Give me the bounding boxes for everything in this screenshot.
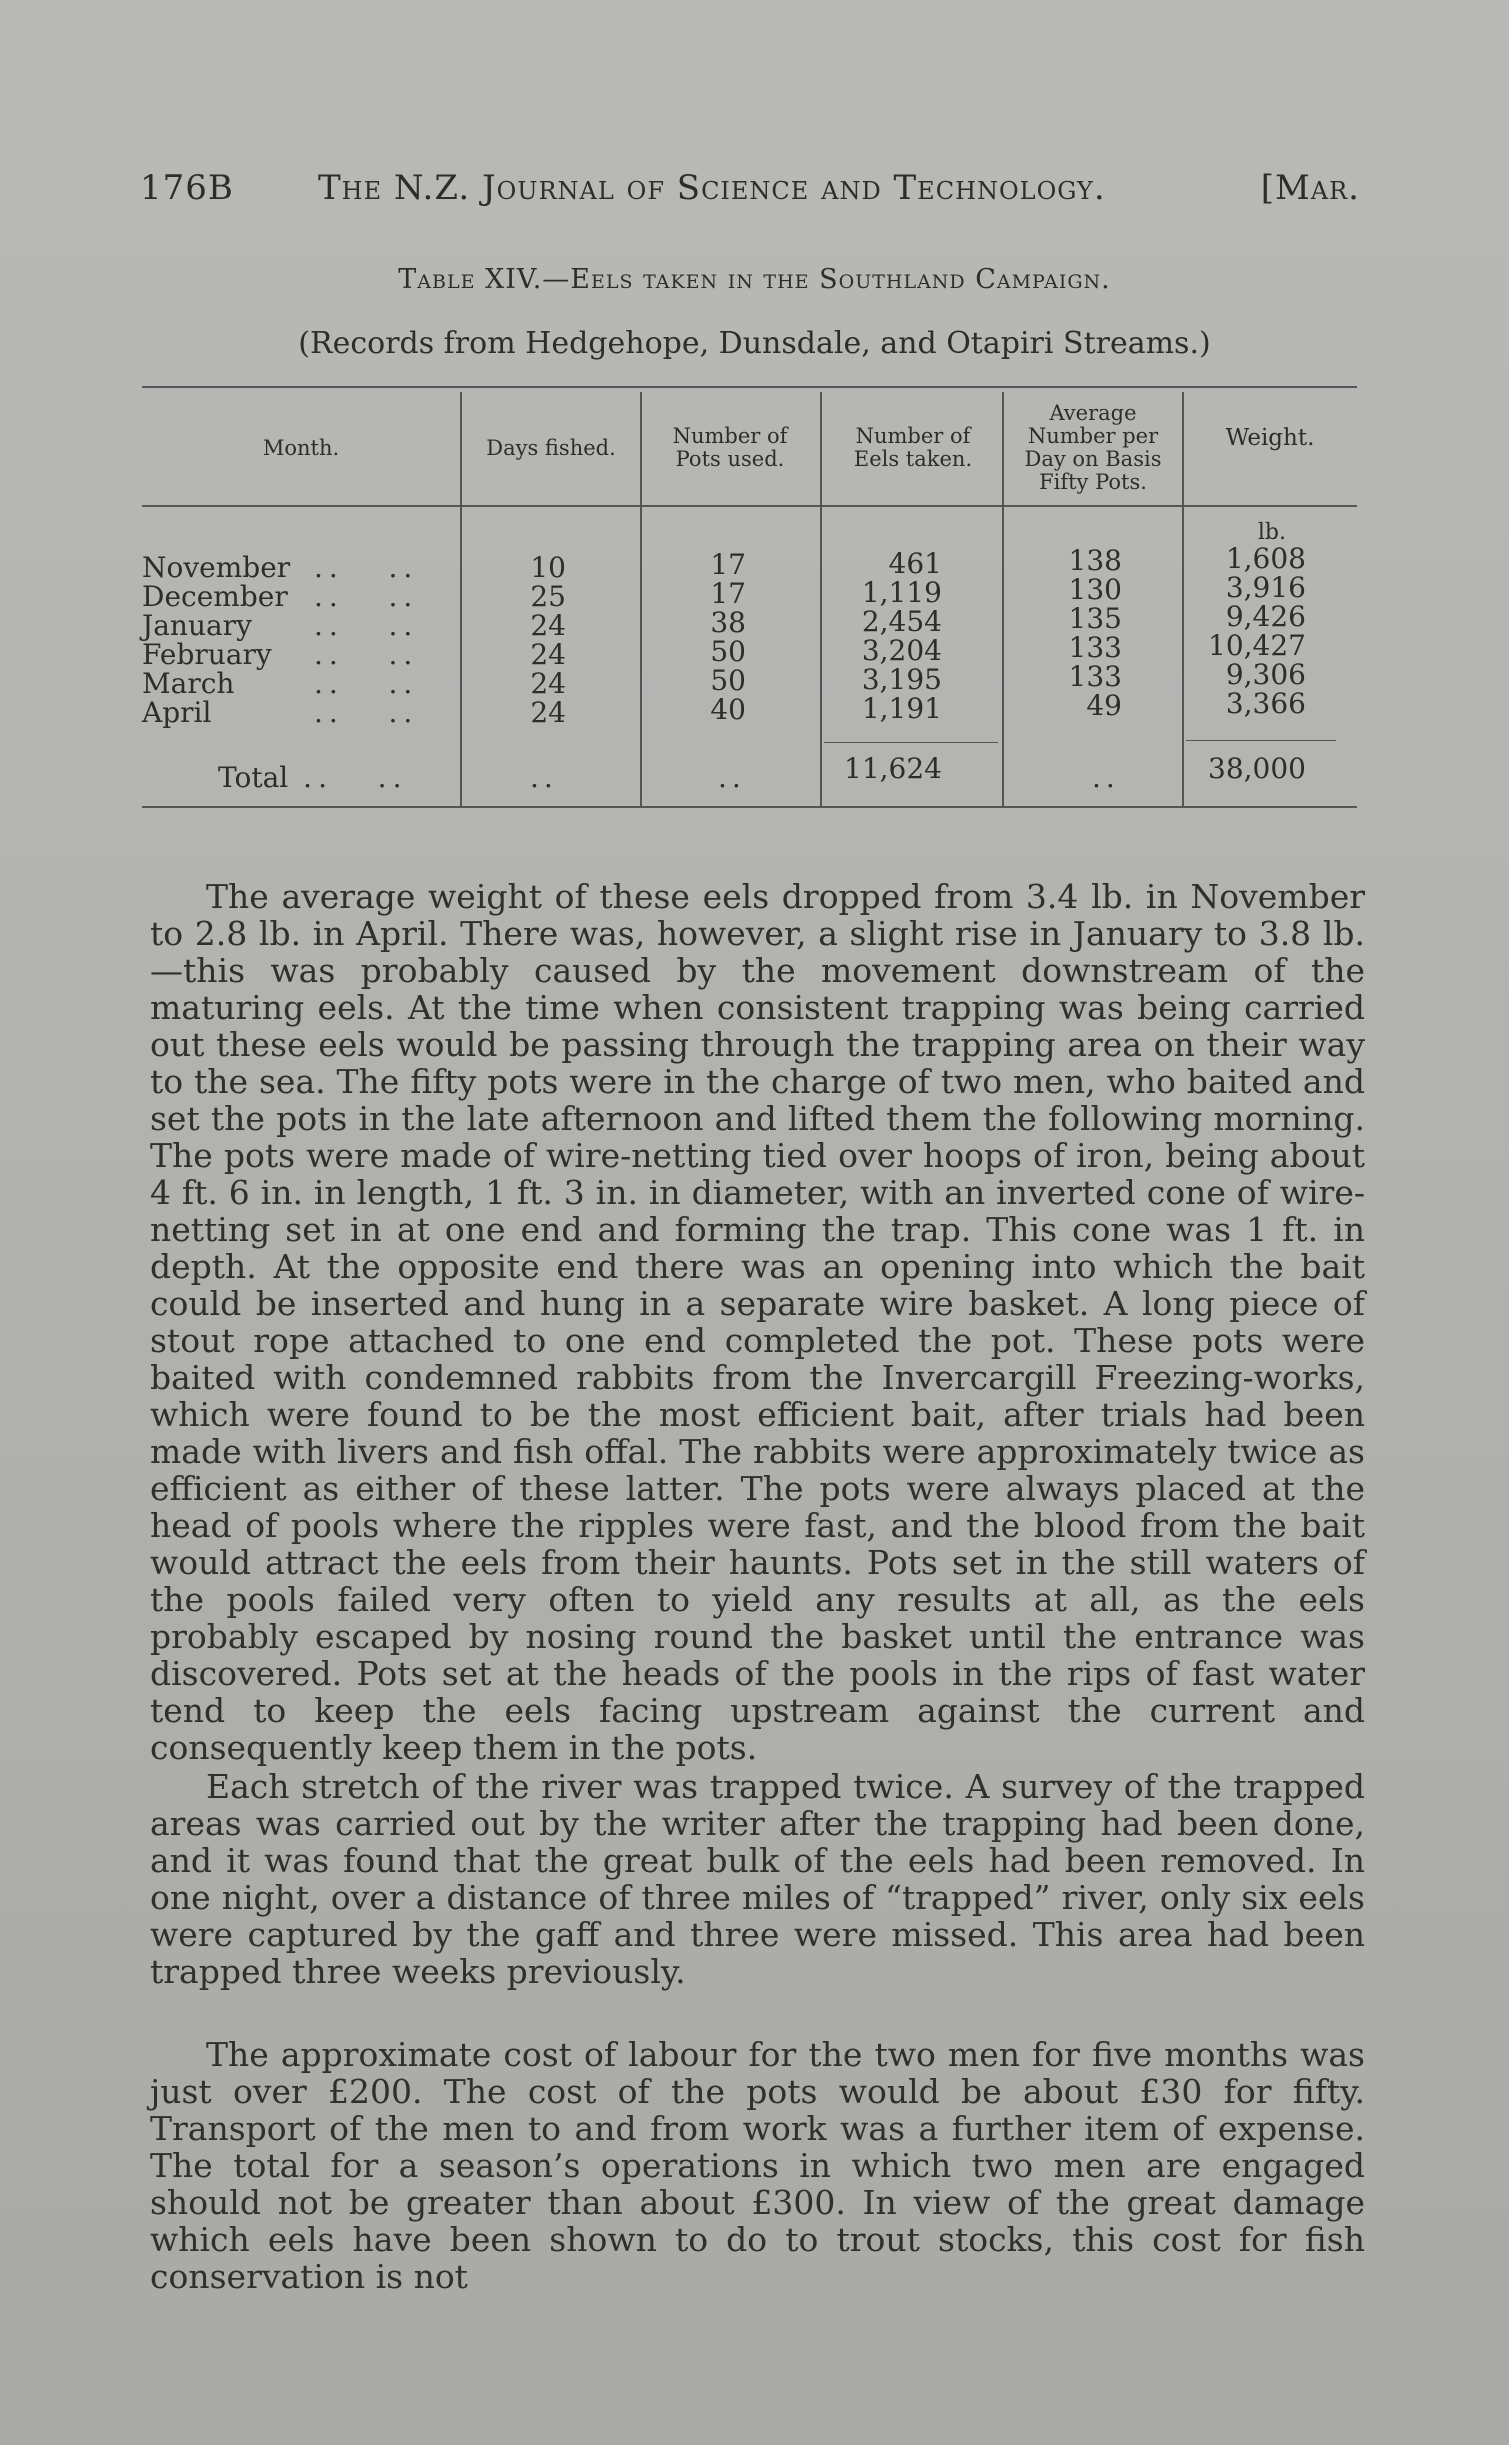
weight-cell: 9,306	[1225, 658, 1306, 691]
paragraph	[150, 878, 1365, 1766]
days-cell: 10	[530, 551, 566, 584]
header-month: Month.	[262, 435, 340, 460]
eels-cell: 461	[888, 547, 942, 580]
header-weight: Weight.	[1225, 424, 1315, 451]
pots-cell: 17	[710, 548, 746, 581]
weight-unit: lb.	[1257, 520, 1286, 545]
pots-cell: 38	[710, 606, 746, 639]
journal-title: The N.Z. Journal of Science and Technology.	[318, 168, 1106, 208]
table-header-rule	[142, 505, 1357, 507]
table-bottom-rule	[142, 806, 1357, 808]
paragraph-text: The approximate cost of labour for the two men for five months was just over £200. The cost of the pots would be about £30 for fifty. Transport of the men to and from work was a further item of expense. The total for a season’s operations in which two men are engaged should not be greater than about £300. In view of the great damage which eels have been shown to do to trout stocks, this cost for fish conservation is not	[150, 2035, 1365, 2296]
days-cell: 24	[530, 638, 566, 671]
weight-cell: 3,366	[1225, 687, 1306, 720]
avg-cell: 133	[1068, 660, 1122, 693]
pots-cell: 40	[710, 693, 746, 726]
header-avg: Average Number per Day on Basis Fifty Pots.	[1024, 401, 1162, 494]
days-cell: 24	[530, 696, 566, 729]
header-pots: Number of Pots used.	[672, 424, 788, 471]
eels-cell: 2,454	[861, 605, 942, 638]
month-row: February .. ..	[142, 638, 419, 671]
total-pots: ..	[718, 761, 746, 794]
days-cell: 25	[530, 580, 566, 613]
month-label: April	[142, 696, 212, 729]
month-row: April .. ..	[142, 696, 419, 729]
total-days: ..	[530, 761, 558, 794]
month-label: February	[142, 638, 272, 671]
avg-cell: 138	[1068, 544, 1122, 577]
month-label: January	[142, 609, 252, 642]
month-label: December	[142, 580, 288, 613]
paragraph-text: The average weight of these eels dropped from 3.4 lb. in November to 2.8 lb. in April. There was, however, a slight rise in January to 3.8 lb.—this was probably caused by the movement downstream of the maturing eels. At the time when consistent trapping was being carried out these eels would be passing through the trapping area on their way to the sea. The fifty pots were in the charge of two men, who baited and set the pots in the late afternoon and lifted them the following morning. The pots were made of wire-netting tied over hoops of iron, being about 4 ft. 6 in. in length, 1 ft. 3 in. in diameter, with an inverted cone of wire-netting set in at one end and forming the trap. This cone was 1 ft. in depth. At the opposite end there was an opening into which the bait could be inserted and hung in a separate wire basket. A long piece of stout rope attached to one end completed the pot. These pots were baited with condemned rabbits from the Invercargill Freezing-works, which were found to be the most efficient bait, after trials had been made with livers and fish offal. The rabbits were approximately twice as efficient as either of these latter. The pots were always placed at the head of pools where the ripples were fast, and the blood from the bait would attract the eels from their haunts. Pots set in the still waters of the pools failed very often to yield any results at all, as the eels probably escaped by nosing round the basket until the entrance was discovered. Pots set at the heads of the pools in the rips of fast water tend to keep the eels facing upstream against the current and consequently keep them in the pots.	[150, 877, 1365, 1767]
avg-cell: 135	[1068, 602, 1122, 635]
avg-cell: 49	[1086, 689, 1122, 722]
weight-cell: 1,608	[1225, 542, 1306, 575]
days-column	[480, 553, 566, 727]
header-eels: Number of Eels taken.	[853, 424, 973, 471]
page-number: 176B	[140, 168, 234, 208]
month-label: November	[142, 551, 291, 584]
weight-cell: 3,916	[1225, 571, 1306, 604]
avg-cell: 130	[1068, 573, 1122, 606]
month-row: November .. ..	[142, 551, 419, 584]
total-rule-eels	[824, 742, 998, 743]
eels-cell: 1,191	[861, 692, 942, 725]
avg-cell: 133	[1068, 631, 1122, 664]
paragraph-text: Each stretch of the river was trapped twice. A survey of the trapped areas was carried out by the writer after the trapping had been done, and it was found that the great bulk of the eels had been removed. In one night, over a distance of three miles of “trapped” river, only six eels were captured by the gaff and three were missed. This area had been trapped three weeks previously.	[150, 1767, 1365, 1991]
eels-cell: 3,204	[861, 634, 942, 667]
month-row: January .. ..	[142, 609, 419, 642]
total-weight: 38,000	[1208, 752, 1306, 785]
paragraph	[150, 2036, 1365, 2295]
weight-cell: 10,427	[1208, 629, 1306, 662]
month-row: December .. ..	[142, 580, 419, 613]
total-avg: ..	[1092, 761, 1120, 794]
eels-cell: 3,195	[861, 663, 942, 696]
col-divider-3	[820, 392, 822, 806]
pots-cell: 50	[710, 664, 746, 697]
days-cell: 24	[530, 667, 566, 700]
month-column	[142, 553, 442, 727]
days-cell: 24	[530, 609, 566, 642]
running-head	[140, 168, 1360, 218]
table-top-rule	[142, 386, 1357, 388]
month-label: March	[142, 667, 235, 700]
header-days: Days fished.	[486, 435, 616, 460]
table-title: Table XIV.—Eels taken in the Southland Campaign.	[398, 264, 1111, 295]
pots-column	[660, 550, 746, 724]
eels-cell: 1,119	[861, 576, 942, 609]
table-subtitle: (Records from Hedgehope, Dunsdale, and Otapiri Streams.)	[298, 326, 1211, 361]
total-label-row: Total .. ..	[218, 761, 408, 794]
paragraph	[150, 1768, 1365, 1990]
total-rule-weight	[1186, 740, 1336, 741]
issue-month: [Mar.	[1260, 168, 1360, 208]
total-eels: 11,624	[844, 752, 942, 785]
pots-cell: 50	[710, 635, 746, 668]
month-row: March .. ..	[142, 667, 419, 700]
col-divider-2	[640, 392, 642, 806]
weight-column	[1190, 544, 1306, 718]
weight-cell: 9,426	[1225, 600, 1306, 633]
pots-cell: 17	[710, 577, 746, 610]
total-label: Total	[218, 761, 289, 794]
eels-column	[830, 549, 942, 723]
avg-column	[1020, 546, 1122, 720]
